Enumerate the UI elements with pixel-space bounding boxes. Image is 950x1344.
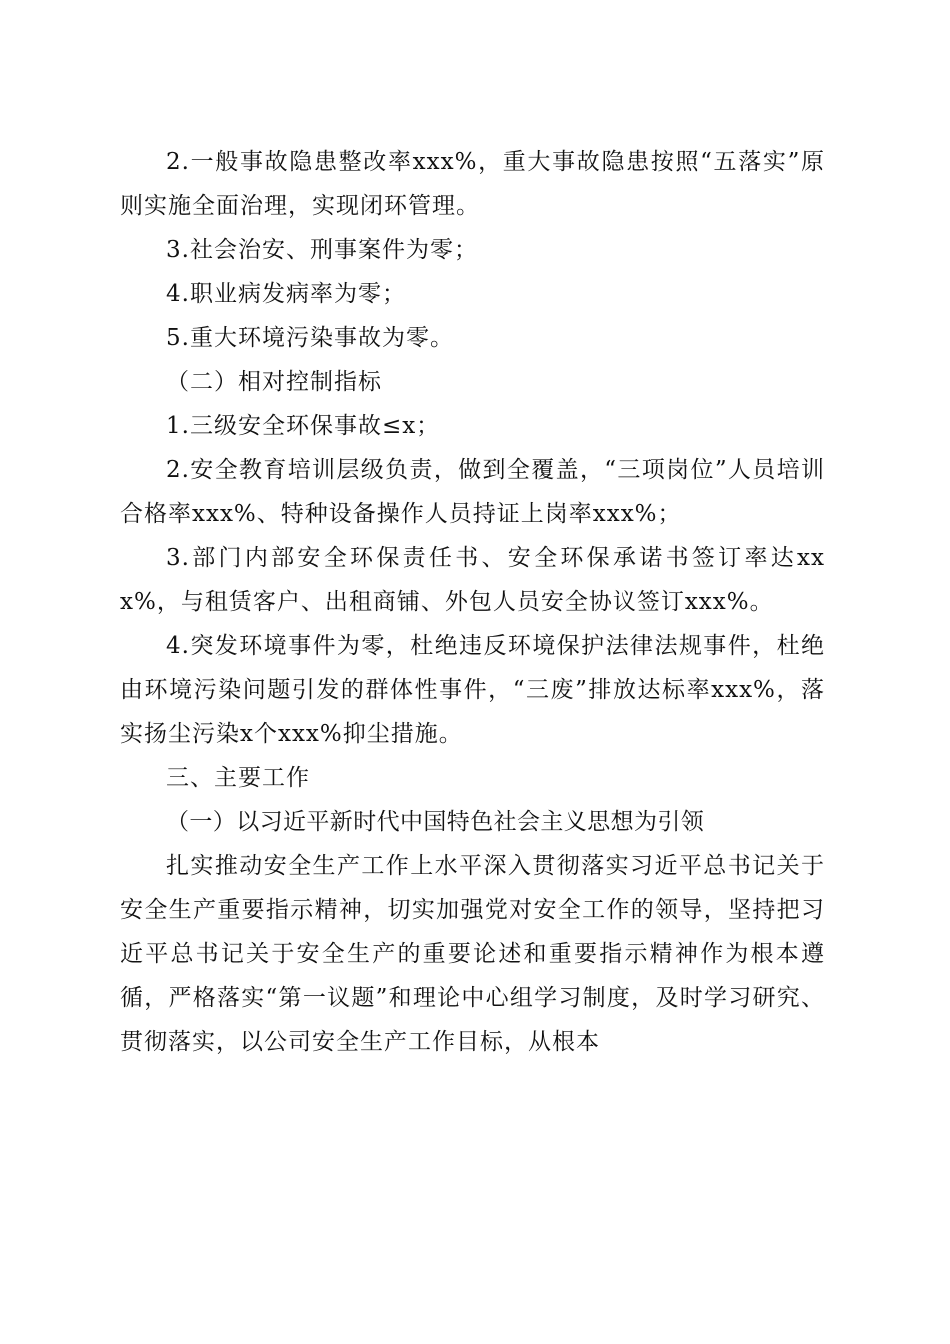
paragraph-safety-production: 扎实推动安全生产工作上水平深入贯彻落实习近平总书记关于安全生产重要指示精神，切实加强党对安全工作的领导，坚持把习近平总书记关于安全生产的重要论述和重要指示精神作为根本遵循，严格落实“第一议题”和理论中心组学习制度，及时学习研究、贯彻落实，以公司安全生产工作目标，从根本	[120, 853, 825, 1055]
document-body	[120, 140, 825, 1064]
paragraph-environmental-pollution: 5.重大环境污染事故为零。	[166, 325, 454, 351]
paragraph-occupational-disease: 4.职业病发病率为零；	[166, 281, 406, 307]
paragraph-hazard-rectification: 2.一般事故隐患整改率xxx%，重大事故隐患按照“五落实”原则实施全面治理，实现闭环管理。	[120, 149, 825, 219]
section-heading-main-work: 三、主要工作	[166, 765, 310, 791]
paragraph-public-security: 3.社会治安、刑事案件为零；	[166, 237, 478, 263]
paragraph-safety-training: 2.安全教育培训层级负责，做到全覆盖，“三项岗位”人员培训合格率xxx%、特种设备操作人员持证上岗率xxx%；	[120, 457, 825, 527]
section-heading-guiding-thought: （一）以习近平新时代中国特色社会主义思想为引领	[166, 809, 705, 835]
paragraph-level3-accidents: 1.三级安全环保事故≤x；	[166, 413, 441, 439]
paragraph-environmental-events: 4.突发环境事件为零，杜绝违反环境保护法律法规事件，杜绝由环境污染问题引发的群体性事件，“三废”排放达标率xxx%，落实扬尘污染x个xxx%抑尘措施。	[120, 633, 825, 747]
paragraph-responsibility-letters: 3.部门内部安全环保责任书、安全环保承诺书签订率达xxx%，与租赁客户、出租商铺、外包人员安全协议签订xxx%。	[120, 545, 825, 615]
section-heading-relative-control: （二）相对控制指标	[166, 369, 382, 395]
